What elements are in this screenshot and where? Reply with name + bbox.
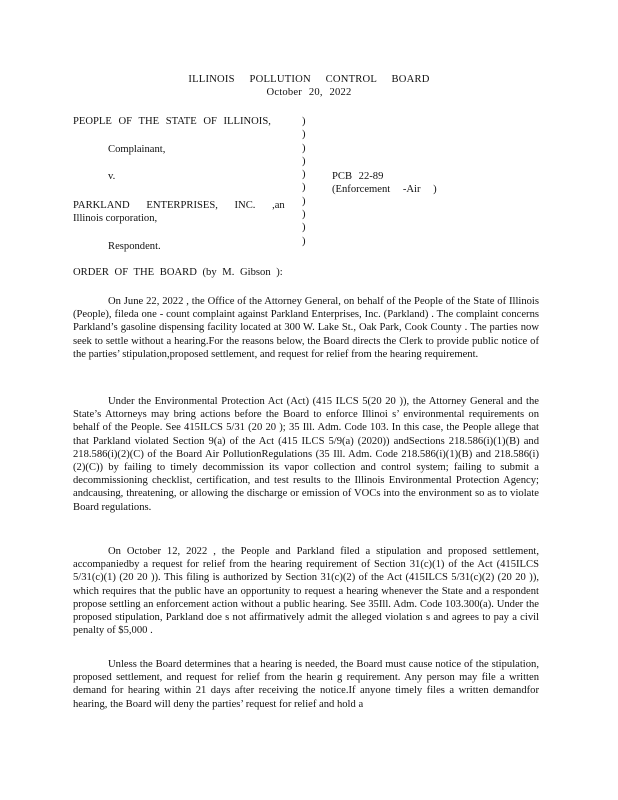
paragraph-4: Unless the Board determines that a hearing is needed, the Board must cause notice of the stipulation, proposed settlement, and request for relief from the hearin g requirement. Any person may file a written demand for hearing within 21 days after receiving the notice.If anyone timely files a written demandfor hearing, the Board will deny the parties’ request for relief and hold a (73, 659, 539, 710)
paragraph-1: On June 22, 2022 , the Office of the Attorney General, on behalf of the People of the State of Illinois (People), fileda one - count complaint against Parkland Enterprises, Inc. (Parkland) . The complaint concerns Parkland’s gasoline dispensing facility located at 300 W. Lake St., Oak Park, Cook County . The parties now seek to settle without a hearing.For the reasons below, the Board directs the Clerk to provide public notice of the parties’ stipulation,proposed settlement, and request for relief from the hearing requirement. (73, 296, 539, 360)
respondent-party-line2: Illinois corporation, (73, 213, 158, 224)
respondent-label: Respondent. (108, 241, 161, 252)
complainant-label: Complainant, (108, 144, 166, 155)
case-number: PCB 22-89 (332, 171, 384, 182)
paragraph-2: Under the Environmental Protection Act (Act) (415 ILCS 5(20 20 )), the Attorney General and the State’s Attorneys may bring actions before the Board to enforce Illinoi s’ environmental requirements on behalf of the People. See 415ILCS 5/31 (20 20 ); 35 Ill. Adm. Code 103. In this case, the People allege that that Parkland violated Section 9(a) of the Act (415 ILCS 5/9(a) (2020)) andSections 218.586(i)(1)(B) and 218.586(i)(2)(C) of the Board Air PollutionRegulations (35 Ill. Adm. Code 218.586(i)(1)(B) and 218.586(i)(2)(C)) by failing to timely decommission its vapor collection and control system; failing to submit a decommissioning checklist, certification, and test results to the Illinois Environmental Protection Agency; andcausing, threatening, or allowing the discharge or emission of VOCs into the environment so as to violate Board regulations. (73, 396, 539, 513)
order-heading: ORDER OF THE BOARD (by M. Gibson ): (73, 267, 283, 278)
order-date: October 20, 2022 (266, 87, 352, 98)
agency-name: ILLINOIS POLLUTION CONTROL BOARD (188, 74, 430, 85)
respondent-party-line1: PARKLAND ENTERPRISES, INC. ,an (73, 200, 285, 211)
case-type: (Enforcement -Air ) (332, 184, 437, 195)
complainant-party: PEOPLE OF THE STATE OF ILLINOIS, (73, 116, 271, 127)
paragraph-3: On October 12, 2022 , the People and Parkland filed a stipulation and proposed settlement, accompaniedby a request for relief from the hearing requirement of Section 31(c)(1) of the Act (415ILCS 5/31(c)(1) (20 20 )). This filing is authorized by Section 31(c)(2) of the Act (415ILCS 5/31(c)(2) (20 20 )), which requires that the public have an opportunity to request a hearing whenever the State and a respondent propose settling an enforcement action without a public hearing. See 35Ill. Adm. Code 103.300(a). Under the proposed stipulation, Parkland doe s not affirmatively admit the alleged violation s and agrees to pay a civil penalty of $5,000 . (73, 546, 539, 637)
versus-label: v. (108, 171, 116, 182)
document-header (0, 73, 618, 99)
caption-parentheses: ) ) ) ) ) ) ) ) ) ) (302, 116, 306, 247)
